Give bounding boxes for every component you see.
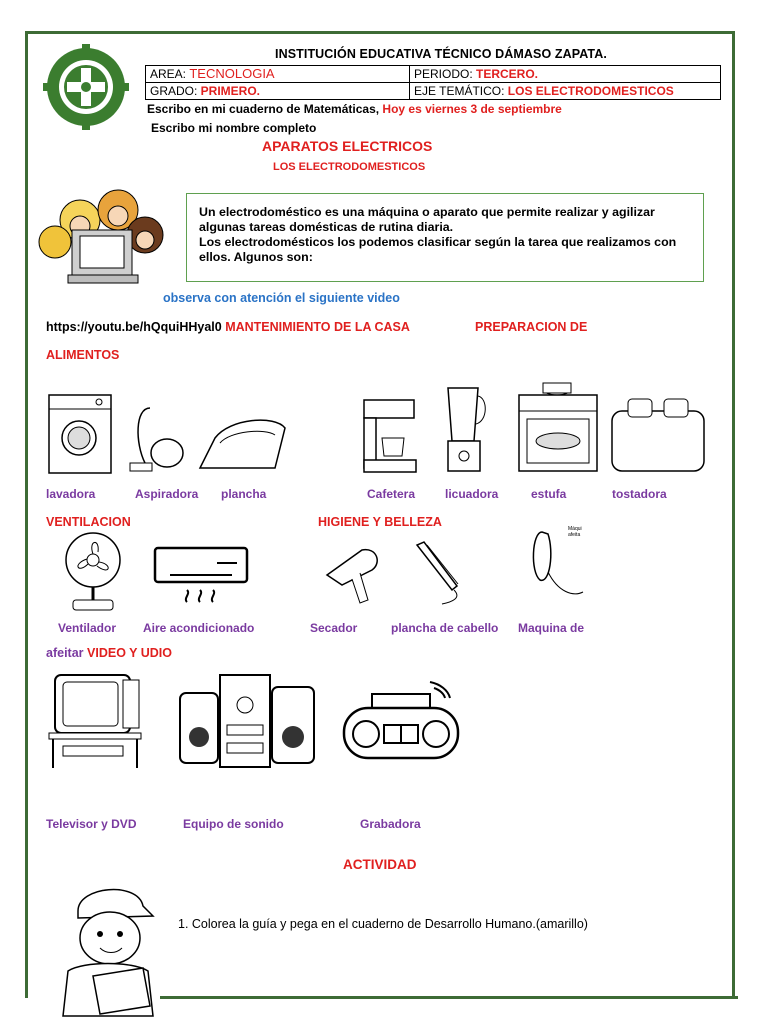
hair-straightener-icon bbox=[412, 540, 472, 610]
section-mantenimiento: MANTENIMIENTO DE LA CASA bbox=[225, 320, 410, 334]
coffee-maker-icon bbox=[360, 398, 420, 475]
institution-name: INSTITUCIÓN EDUCATIVA TÉCNICO DÁMASO ZAPATA. bbox=[275, 47, 607, 61]
intro-paragraph-1: Un electrodoméstico es una máquina o aparato que permite realizar y agilizar algunas tareas domésticas de rutina diaria. bbox=[199, 205, 655, 234]
video-prompt: observa con atención el siguiente video bbox=[163, 291, 400, 305]
label-secador: Secador bbox=[310, 621, 358, 635]
label-equipo: Equipo de sonido bbox=[183, 817, 284, 831]
label-televisor: Televisor y DVD bbox=[46, 817, 137, 831]
section-higiene: HIGIENE Y BELLEZA bbox=[318, 515, 442, 529]
children-computer-illustration bbox=[30, 180, 170, 290]
boombox-icon bbox=[340, 680, 462, 762]
intro-paragraph-2: Los electrodomésticos los podemos clasificar según la tarea que realizamos con ellos. Algunos son: bbox=[199, 235, 677, 264]
label-estufa: estufa bbox=[531, 487, 567, 501]
label-cafetera: Cafetera bbox=[367, 487, 416, 501]
video-link[interactable]: https://youtu.be/hQquiHHyal0 bbox=[46, 320, 222, 334]
section-preparacion: PREPARACION DE bbox=[475, 320, 588, 334]
fan-icon bbox=[58, 530, 128, 612]
label-aspiradora: Aspiradora bbox=[135, 487, 199, 501]
section-ventilacion: VENTILACION bbox=[46, 515, 131, 529]
video-line bbox=[46, 320, 410, 334]
label-grabadora: Grabadora bbox=[360, 817, 421, 831]
stereo-system-icon bbox=[172, 665, 320, 775]
instruction-line-2: Escribo mi nombre completo bbox=[151, 121, 317, 135]
page-title: APARATOS ELECTRICOS bbox=[262, 138, 433, 154]
washing-machine-icon bbox=[47, 393, 113, 475]
toaster-icon bbox=[608, 395, 708, 475]
shaver-caption: Máqui bbox=[568, 526, 582, 532]
blender-icon bbox=[440, 386, 490, 475]
stove-icon bbox=[515, 375, 600, 475]
hair-dryer-icon bbox=[322, 545, 384, 610]
school-seal-logo bbox=[45, 46, 127, 128]
label-tostadora: tostadora bbox=[612, 487, 667, 501]
label-ventilador: Ventilador bbox=[58, 621, 117, 635]
boy-reading-illustration bbox=[38, 876, 168, 1021]
header-table bbox=[145, 65, 721, 100]
section-video-line: afeitar VIDEO Y UDIO bbox=[46, 646, 172, 660]
periodo-cell: PERIODO: TERCERO. bbox=[410, 66, 721, 83]
label-licuadora: licuadora bbox=[445, 487, 499, 501]
label-maquina: Maquina de bbox=[518, 621, 585, 635]
label-lavadora: lavadora bbox=[46, 487, 96, 501]
eje-cell: EJE TEMÁTICO: LOS ELECTRODOMESTICOS bbox=[410, 83, 721, 100]
section-alimentos: ALIMENTOS bbox=[46, 348, 120, 362]
page-border-bottom bbox=[160, 996, 738, 999]
label-plancha-cabello: plancha de cabello bbox=[391, 621, 499, 635]
page-subtitle: LOS ELECTRODOMESTICOS bbox=[273, 161, 426, 173]
iron-icon bbox=[195, 413, 290, 475]
air-conditioner-icon bbox=[152, 545, 250, 610]
activity-item-1: 1. Colorea la guía y pega en el cuaderno de Desarrollo Humano.(amarillo) bbox=[178, 917, 588, 931]
electric-shaver-icon bbox=[528, 522, 590, 600]
area-cell: AREA: TECNOLOGIA bbox=[146, 66, 410, 83]
label-plancha: plancha bbox=[221, 487, 267, 501]
instruction-line-1: Escribo en mi cuaderno de Matemáticas, Hoy es viernes 3 de septiembre bbox=[147, 102, 562, 116]
tv-dvd-icon bbox=[45, 670, 145, 770]
label-aire: Aire acondicionado bbox=[143, 621, 255, 635]
intro-box bbox=[186, 193, 704, 282]
grado-cell: GRADO: PRIMERO. bbox=[146, 83, 410, 100]
activity-title: ACTIVIDAD bbox=[343, 857, 417, 872]
vacuum-cleaner-icon bbox=[125, 403, 185, 475]
section-video: VIDEO Y UDIO bbox=[87, 646, 172, 660]
shaver-caption-2: afeita bbox=[568, 532, 581, 538]
